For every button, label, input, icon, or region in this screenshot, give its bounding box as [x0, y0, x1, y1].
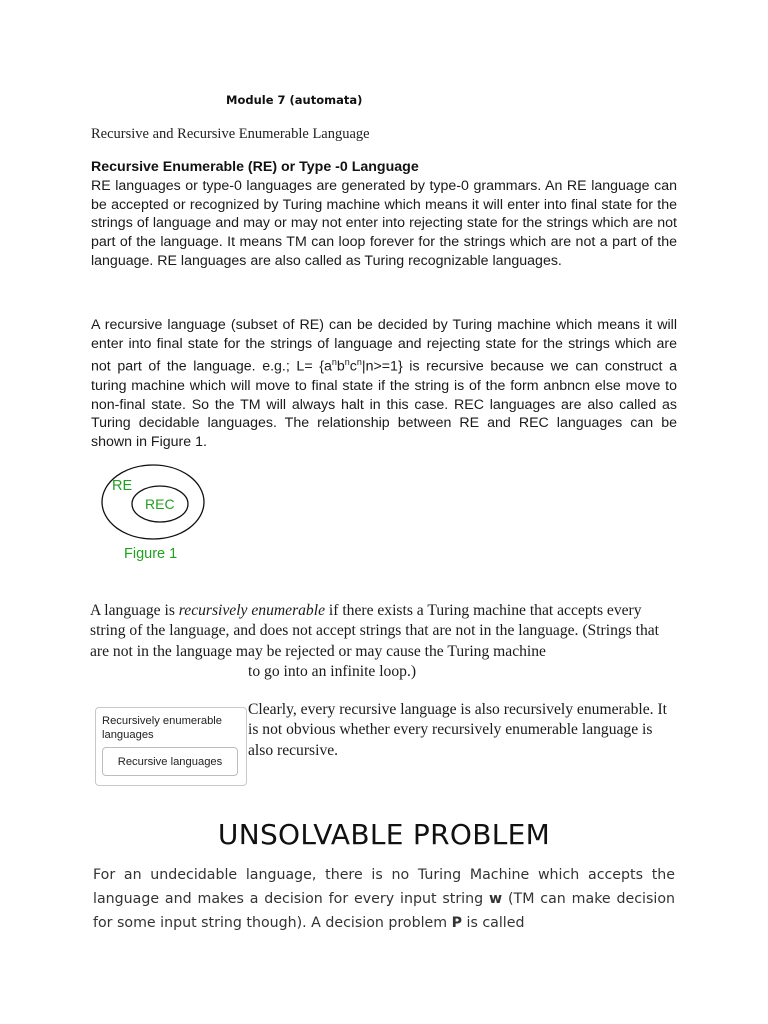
figure-1-venn-diagram	[98, 462, 208, 566]
figure-2-nested-boxes	[95, 707, 247, 786]
paragraph-undecidable: For an undecidable language, there is no Turing Machine which accepts the language and makes a decision for every input string w (TM can make decision for some input string though). A decision problem P is called	[93, 867, 675, 931]
re-box-label: Recursively enumerable languages	[102, 715, 223, 741]
paragraph-recursive-subset: Clearly, every recursive language is also recursively enumerable. It is not obvious whether every recursively enumerable language is also recursive.	[248, 701, 667, 759]
recursive-box: Recursive languages	[102, 747, 238, 776]
paragraph-re-definition-serif: A language is recursively enumerable if there exists a Turing machine that accepts every string of the language, and does not accept strings that are not in the language. (Strings that are not in the language may be rejected or may cause the Turing machine to go into an infinite loop.)	[90, 602, 660, 680]
paragraph-re-definition: RE languages or type-0 languages are generated by type-0 grammars. An RE language can be accepted or recognized by Turing machine which means it will enter into final state for the strings of language and may or may not enter into rejecting state for the strings which are not part of the language. It means TM can loop forever for the strings which are not a part of the language. RE languages are also called as Turing recognizable languages.	[91, 178, 677, 269]
figure-1-caption: Figure 1	[124, 546, 178, 562]
rec-label: REC	[145, 496, 175, 512]
module-title: Module 7 (automata)	[226, 93, 363, 107]
paragraph-recursive-language: A recursive language (subset of RE) can be decided by Turing machine which means it will enter into final state for the strings of language and rejecting state for the strings which are not part of the language. e.g.; $L= \{a^nb^nc^n|n>=1\}$ is recursive because we can construct a turing machine which will move to final state if the string is of the form anbncn else move to non-final state. So the TM will always halt in this case. REC languages are also called as Turing decidable languages. The relationship between RE and REC languages can be shown in Figure 1.	[91, 317, 677, 450]
document-subtitle: Recursive and Recursive Enumerable Language	[91, 126, 370, 142]
re-label: RE	[112, 478, 133, 494]
section-heading-re: Recursive Enumerable (RE) or Type -0 Language	[91, 159, 419, 175]
heading-unsolvable-problem: UNSOLVABLE PROBLEM	[217, 818, 551, 851]
